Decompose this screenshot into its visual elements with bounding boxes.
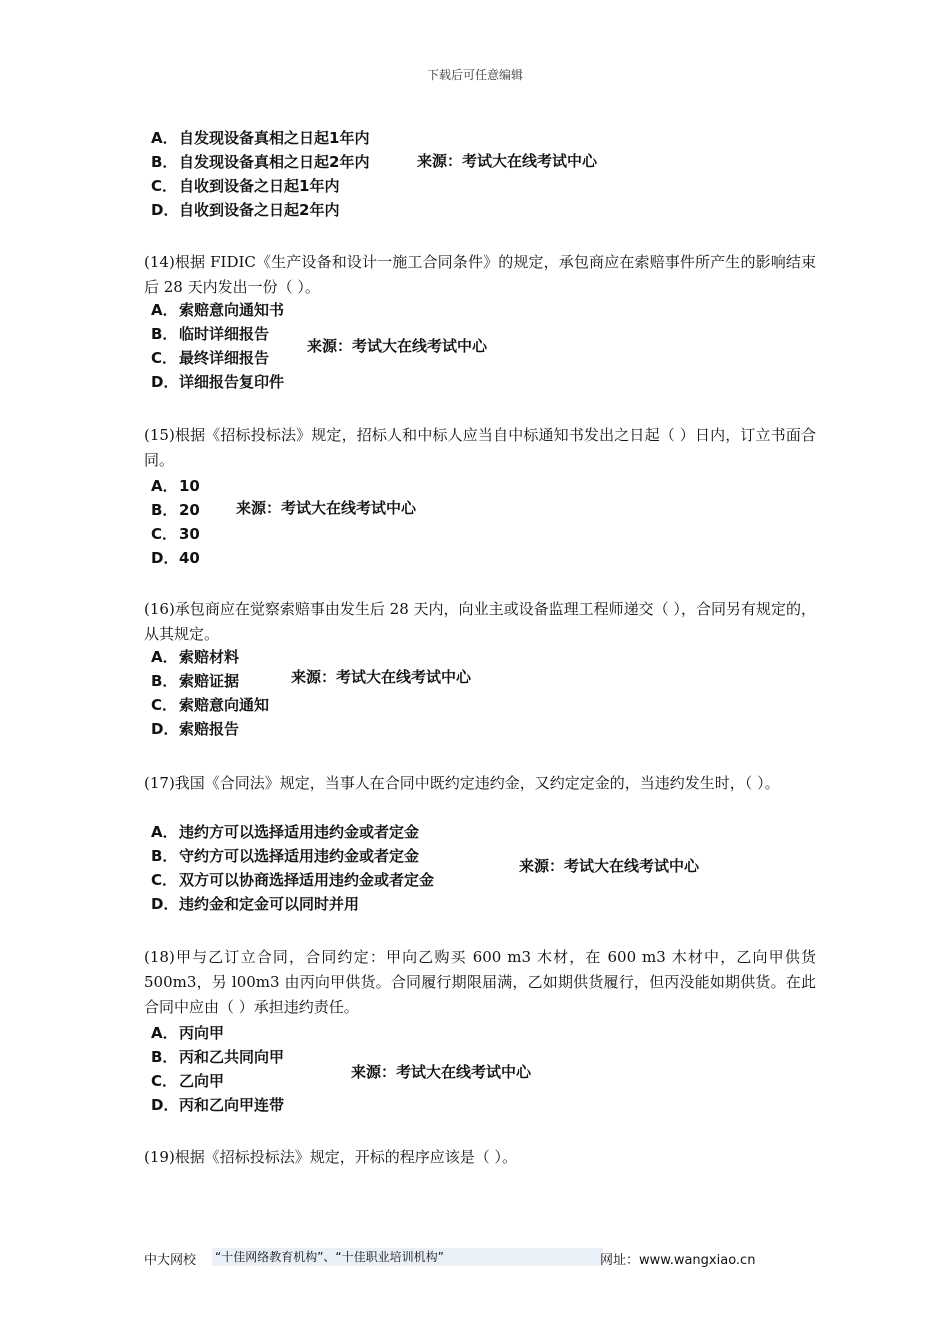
question-15: (15)根据《招标投标法》规定，招标人和中标人应当自中标通知书发出之日起（ ）日内，订立书面合同。 <box>144 426 816 469</box>
option-a: A．违约方可以选择适用违约金或者定金 <box>151 823 420 841</box>
option-d: D．违约金和定金可以同时并用 <box>151 895 360 913</box>
q15-options <box>151 474 200 570</box>
question-18: (18)甲与乙订立合同，合同约定：甲向乙购买 600 m3 木材，在 600 m3 木材中，乙向甲供货 500m3，另 l00m3 由丙向甲供货。合同履行期限届满，乙如期供货履行，但丙没能如期供货。在此合同中应由（ ）承担违约责任。 <box>144 948 816 1016</box>
option-c: C． 自收到设备之日起1年内 <box>151 177 340 195</box>
option-c: C． 索赔意向通知 <box>151 696 270 714</box>
page-header: 下载后可任意编辑 <box>426 68 523 82</box>
q17-options <box>151 820 434 916</box>
source-label: 来源：考试大在线考试中心 <box>236 499 417 517</box>
option-c: C． 最终详细报告 <box>151 349 270 367</box>
q13-options <box>151 126 369 222</box>
question-14: (14)根据 FIDIC《生产设备和设计一施工合同条件》的规定，承包商应在索赔事件所产生的影响结束后 28 天内发出一份（ ）。 <box>144 253 816 296</box>
option-c: C． 30 <box>151 525 200 543</box>
source-label: 来源：考试大在线考试中心 <box>307 337 488 355</box>
page-footer <box>144 1248 756 1268</box>
source-label: 来源：考试大在线考试中心 <box>417 152 598 170</box>
q14-options <box>151 298 284 394</box>
option-a: A．索赔材料 <box>151 648 240 666</box>
option-c: C． 双方可以协商选择适用违约金或者定金 <box>151 871 435 889</box>
option-d: D．详细报告复印件 <box>151 373 285 391</box>
option-a: A．索赔意向通知书 <box>151 301 285 319</box>
source-label: 来源：考试大在线考试中心 <box>351 1063 532 1081</box>
option-d: D．丙和乙向甲连带 <box>151 1096 285 1114</box>
question-17: (17)我国《合同法》规定，当事人在合同中既约定违约金，又约定定金的，当违约发生时，（ ）。 <box>144 774 780 792</box>
option-a: A．自发现设备真相之日起1年内 <box>151 129 370 147</box>
option-b: B． 20 <box>151 501 200 519</box>
option-b: B． 临时详细报告 <box>151 325 270 343</box>
option-b: B． 守约方可以选择适用违约金或者定金 <box>151 847 420 865</box>
option-c: C． 乙向甲 <box>151 1072 225 1090</box>
option-b: B． 自发现设备真相之日起2年内 <box>151 153 370 171</box>
source-label: 来源：考试大在线考试中心 <box>519 857 700 875</box>
footer-school-name: 中大网校 <box>144 1253 197 1268</box>
option-b: B． 丙和乙共同向甲 <box>151 1048 285 1066</box>
option-d: D．40 <box>151 549 200 567</box>
option-b: B． 索赔证据 <box>151 672 240 690</box>
question-16: (16)承包商应在觉察索赔事由发生后 28 天内，向业主或设备监理工程师递交（ ），合同另有规定的，从其规定。 <box>144 600 816 643</box>
option-d: D．自收到设备之日起2年内 <box>151 201 340 219</box>
footer-website: 网址：www.wangxiao.cn <box>600 1253 756 1268</box>
question-19: (19)根据《招标投标法》规定，开标的程序应该是（ ）。 <box>144 1148 518 1166</box>
option-a: A．丙向甲 <box>151 1024 225 1042</box>
q18-options <box>151 1021 284 1117</box>
source-label: 来源：考试大在线考试中心 <box>291 668 472 686</box>
option-a: A．10 <box>151 477 200 495</box>
q16-options <box>151 645 269 741</box>
footer-motto: “十佳网络教育机构”、“十佳职业培训机构” <box>212 1248 603 1266</box>
option-d: D．索赔报告 <box>151 720 240 738</box>
